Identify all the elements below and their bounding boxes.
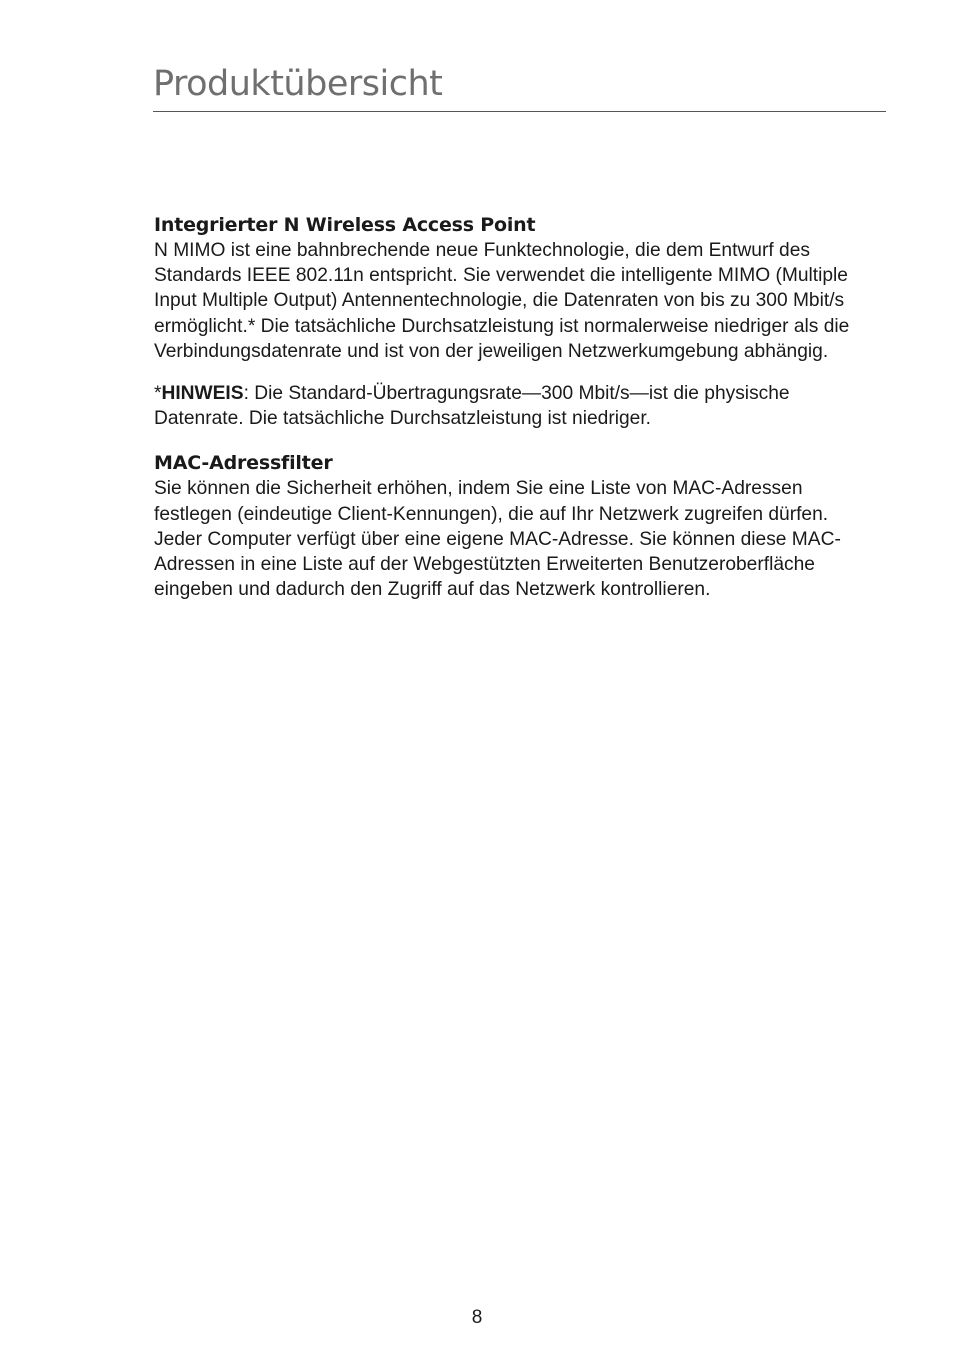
note-prefix: *	[154, 383, 162, 405]
note-label: HINWEIS	[161, 383, 244, 405]
section-body-wireless-access-point: N MIMO ist eine bahnbrechende neue Funktechnologie, die dem Entwurf des Standards IEEE 802.11n entspricht. Sie verwendet die intelligente MIMO (Multiple Input Multiple Output) Antennentechnologie, die Datenraten von bis zu 300 Mbit/s ermöglicht.* Die tatsächliche Durchsatzleistung ist normalerweise niedriger als die Verbindungsdatenrate und ist von der jeweiligen Netzwerkumgebung abhängig.	[154, 240, 850, 362]
page-title: Produktübersicht	[153, 64, 443, 104]
note-text: : Die Standard-Übertragungsrate—300 Mbit/s—ist die physische Datenrate. Die tatsächliche Durchsatzleistung ist niedriger.	[154, 383, 790, 430]
note-paragraph	[154, 381, 874, 431]
section-heading-mac-filter: MAC-Adressfilter	[154, 452, 333, 475]
section-heading-wireless-access-point: Integrierter N Wireless Access Point	[154, 214, 536, 236]
section-body-mac-filter: Sie können die Sicherheit erhöhen, indem Sie eine Liste von MAC-Adressen festlegen (eindeutige Client-Kennungen), die auf Ihr Netzwerk zugreifen dürfen. Jeder Computer verfügt über eine eigene MAC-Adresse. Sie können diese MAC-Adressen in eine Liste auf der Webgestützten Erweiterten Benutzeroberfläche eingeben und dadurch den Zugriff auf das Netzwerk kontrollieren.	[154, 478, 841, 601]
page-content	[154, 212, 874, 602]
title-divider	[153, 111, 886, 112]
page-number: 8	[471, 1307, 483, 1328]
